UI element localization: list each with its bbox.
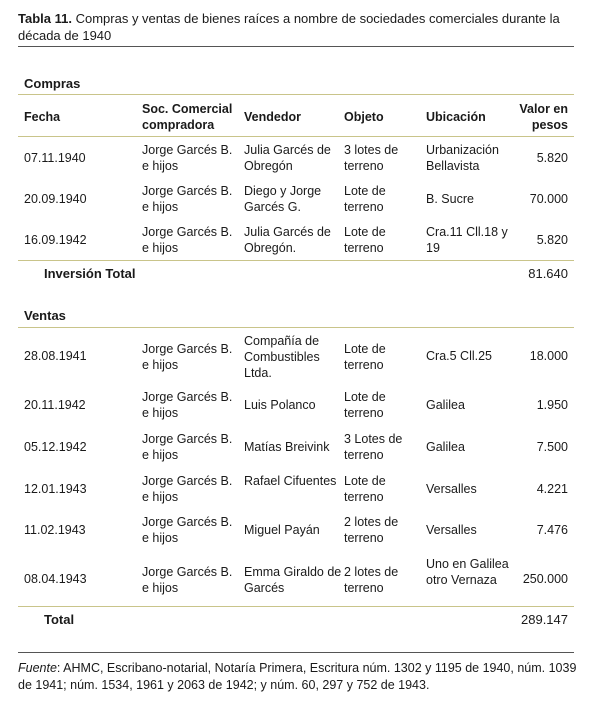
compras-top-rule <box>18 94 574 95</box>
cell-fecha: 28.08.1941 <box>24 349 87 363</box>
cell-valor: 7.476 <box>536 523 568 537</box>
cell-valor: 18.000 <box>529 349 568 363</box>
cell-ubicacion: Cra.5 Cll.25 <box>426 349 492 363</box>
cell-fecha: 07.11.1940 <box>24 151 86 165</box>
cell-soc: Jorge Garcés B. e hijos <box>142 432 233 462</box>
cell-soc: Jorge Garcés B. e hijos <box>142 474 233 504</box>
cell-valor: 5.820 <box>536 151 568 165</box>
cell-vendedor: Diego y Jorge Garcés G. <box>244 184 322 214</box>
cell-objeto: 2 lotes de terreno <box>344 565 399 595</box>
cell-ubicacion: Cra.11 Cll.18 y 19 <box>426 225 508 255</box>
table-label: Tabla 11. <box>18 11 72 26</box>
cell-vendedor: Luis Polanco <box>244 398 316 412</box>
compras-total-label: Inversión Total <box>44 266 136 281</box>
ventas-total-rule <box>18 606 574 607</box>
cell-vendedor: Compañía de Combustibles Ltda. <box>244 334 320 380</box>
cell-fecha: 08.04.1943 <box>24 572 87 586</box>
ventas-top-rule <box>18 327 574 328</box>
table-caption <box>18 10 578 44</box>
cell-vendedor: Rafael Cifuentes <box>244 474 337 488</box>
cell-valor: 70.000 <box>529 192 568 206</box>
compras-total-value: 81.640 <box>528 266 568 281</box>
cell-soc: Jorge Garcés B. e hijos <box>142 342 233 372</box>
cell-soc: Jorge Garcés B. e hijos <box>142 225 233 255</box>
cell-ubicacion: Galilea <box>426 398 465 412</box>
cell-ubicacion: Uno en Galilea otro Vernaza <box>426 557 509 587</box>
cell-objeto: Lote de terreno <box>344 225 386 255</box>
cell-fecha: 16.09.1942 <box>24 233 87 247</box>
cell-ubicacion: Urbanización Bellavista <box>426 143 499 173</box>
ventas-total-value: 289.147 <box>521 612 568 627</box>
cell-valor: 1.950 <box>536 398 568 412</box>
source-footnote <box>18 660 582 694</box>
header-objeto: Objeto <box>344 110 384 124</box>
cell-objeto: 3 lotes de terreno <box>344 143 399 173</box>
cell-ubicacion: Galilea <box>426 440 465 454</box>
header-soc-comercial: Soc. Comercial compradora <box>142 102 233 132</box>
cell-fecha: 11.02.1943 <box>24 523 86 537</box>
ventas-total-label: Total <box>44 612 75 627</box>
cell-objeto: Lote de terreno <box>344 390 386 420</box>
cell-fecha: 20.09.1940 <box>24 192 87 206</box>
cell-objeto: Lote de terreno <box>344 342 386 372</box>
cell-vendedor: Julia Garcés de Obregón. <box>244 225 331 255</box>
compras-total-rule <box>18 260 574 261</box>
caption-rule <box>18 46 574 47</box>
cell-valor: 7.500 <box>536 440 568 454</box>
header-valor: Valor en pesos <box>519 102 568 132</box>
cell-fecha: 20.11.1942 <box>24 398 86 412</box>
cell-vendedor: Emma Giraldo de Garcés <box>244 565 342 595</box>
cell-ubicacion: Versalles <box>426 482 477 496</box>
cell-ubicacion: B. Sucre <box>426 192 474 206</box>
cell-valor: 250.000 <box>522 572 568 586</box>
cell-soc: Jorge Garcés B. e hijos <box>142 143 233 173</box>
cell-fecha: 05.12.1942 <box>24 440 87 454</box>
header-rule <box>18 136 574 137</box>
cell-objeto: 2 lotes de terreno <box>344 515 399 545</box>
cell-valor: 4.221 <box>536 482 568 496</box>
header-ubicacion: Ubicación <box>426 110 486 124</box>
cell-objeto: Lote de terreno <box>344 474 386 504</box>
footnote-source-label: Fuente <box>18 661 57 675</box>
section-ventas-label: Ventas <box>24 308 66 323</box>
cell-valor: 5.820 <box>536 233 568 247</box>
table-title: Compras y ventas de bienes raíces a nombre de sociedades comerciales durante la década de 1940 <box>18 11 560 43</box>
cell-objeto: 3 Lotes de terreno <box>344 432 403 462</box>
footnote-rule <box>18 652 574 653</box>
cell-soc: Jorge Garcés B. e hijos <box>142 565 233 595</box>
cell-soc: Jorge Garcés B. e hijos <box>142 184 233 214</box>
section-compras-label: Compras <box>24 76 81 91</box>
cell-vendedor: Matías Breivink <box>244 440 330 454</box>
cell-vendedor: Miguel Payán <box>244 523 320 537</box>
footnote-text: : AHMC, Escribano-notarial, Notaría Primera, Escritura núm. 1302 y 1195 de 1940, núm. 1039 de 1941; núm. 1534, 1961 y 2063 de 1942; y núm. 60, 297 y 752 de 1943. <box>18 661 577 692</box>
cell-fecha: 12.01.1943 <box>24 482 87 496</box>
header-vendedor: Vendedor <box>244 110 301 124</box>
cell-soc: Jorge Garcés B. e hijos <box>142 515 233 545</box>
header-fecha: Fecha <box>24 110 61 124</box>
cell-soc: Jorge Garcés B. e hijos <box>142 390 233 420</box>
cell-ubicacion: Versalles <box>426 523 477 537</box>
cell-vendedor: Julia Garcés de Obregón <box>244 143 331 173</box>
cell-objeto: Lote de terreno <box>344 184 386 214</box>
